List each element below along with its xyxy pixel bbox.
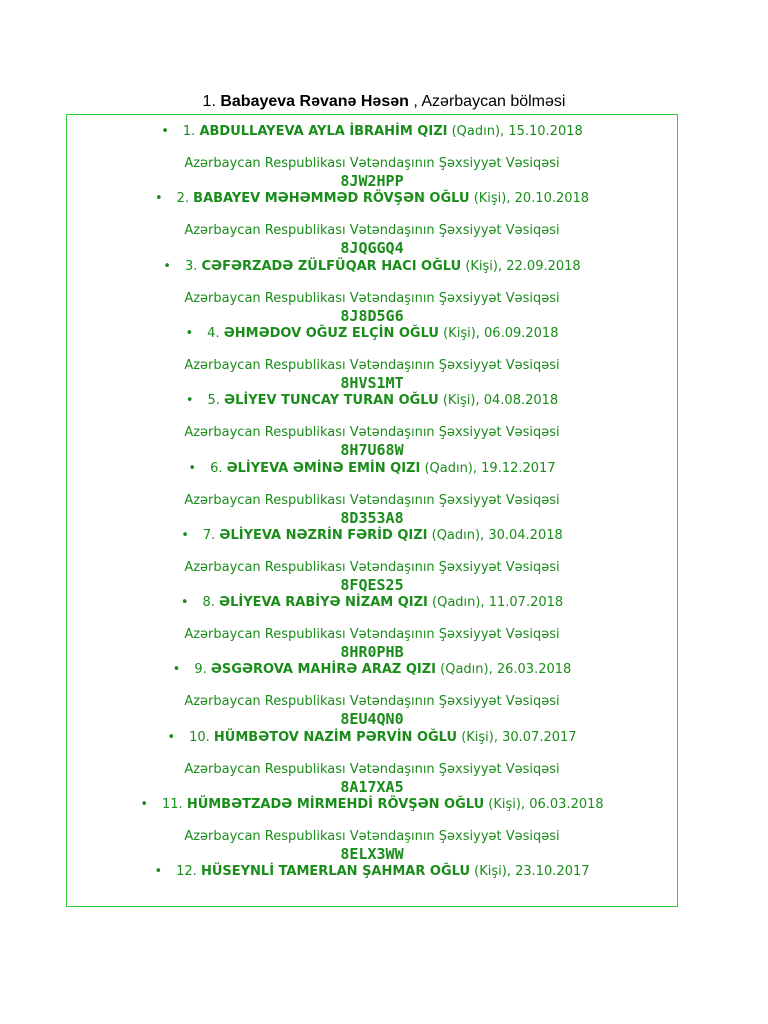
child-details: (Kişi), 04.08.2018 (442, 393, 559, 409)
child-details: (Qadın), 19.12.2017 (424, 460, 556, 476)
child-number: 1. (182, 124, 196, 139)
id-document-type: Azərbaycan Respublikası Vətəndaşının Şəxsiyyət Vəsiqəsi (184, 492, 560, 508)
child-details: (Qadın), 26.03.2018 (440, 662, 572, 678)
child-name: HÜSEYNLİ TAMERLAN ŞAHMAR OĞLU (200, 864, 471, 880)
child-person-line (67, 662, 677, 678)
parent-name: Babayeva Rəvanə Həsən (220, 93, 409, 110)
child-name: ƏHMƏDOV OĞUZ ELÇİN OĞLU (223, 325, 439, 341)
list-item (67, 191, 677, 257)
id-document-type: Azərbaycan Respublikası Vətəndaşının Şəxsiyyət Vəsiqəsi (184, 694, 560, 710)
id-document-type: Azərbaycan Respublikası Vətəndaşının Şəxsiyyət Vəsiqəsi (184, 829, 560, 844)
child-details: (Qadın), 15.10.2018 (451, 124, 583, 139)
child-name: CƏFƏRZADƏ ZÜLFÜQAR HACI OĞLU (201, 258, 462, 274)
child-name: ƏLİYEV TUNCAY TURAN OĞLU (224, 393, 439, 409)
child-person-line (67, 393, 677, 409)
list-item (67, 326, 677, 392)
child-name: HÜMBƏTZADƏ MİRMEHDİ RÖVŞƏN OĞLU (186, 797, 485, 812)
parent-number: 1. (202, 93, 216, 110)
bullet-icon: • (163, 258, 171, 274)
child-details: (Qadın), 11.07.2018 (432, 595, 564, 611)
bullet-icon: • (161, 124, 169, 139)
list-item (67, 797, 677, 863)
child-name: ƏLİYEVA RABİYƏ NİZAM QIZI (219, 595, 428, 611)
child-name: HÜMBƏTOV NAZİM PƏRVİN OĞLU (213, 729, 458, 745)
list-item (67, 124, 677, 190)
id-document-type: Azərbaycan Respublikası Vətəndaşının Şəxsiyyət Vəsiqəsi (184, 290, 560, 306)
child-person-line (67, 124, 677, 140)
id-document-number: 8FQES25 (340, 575, 404, 594)
id-document-number: 8HR0PHB (340, 643, 404, 662)
id-document-number: 8JW2HPP (340, 172, 404, 190)
id-document-number: 8EU4QN0 (340, 710, 404, 729)
list-item (67, 864, 677, 880)
id-document-number: 8JQGGQ4 (340, 239, 404, 258)
child-person-line (67, 191, 677, 207)
id-document-type: Azərbaycan Respublikası Vətəndaşının Şəxsiyyət Vəsiqəsi (184, 156, 560, 171)
child-number: 10. (189, 729, 210, 745)
id-document-type: Azərbaycan Respublikası Vətəndaşının Şəxsiyyət Vəsiqəsi (184, 357, 560, 373)
section-name: Azərbaycan bölməsi (421, 93, 566, 110)
child-number: 7. (202, 527, 216, 543)
id-document-number: 8J8D5G6 (340, 306, 404, 325)
id-document-number: 8D353A8 (340, 508, 404, 527)
id-document-type: Azərbaycan Respublikası Vətəndaşının Şəxsiyyət Vəsiqəsi (184, 559, 560, 575)
bullet-icon: • (154, 191, 163, 207)
child-person-line (67, 730, 677, 746)
child-name: ƏLİYEVA ƏMİNƏ EMİN QIZI (226, 460, 421, 476)
bullet-icon: • (185, 393, 194, 409)
bullet-icon: • (167, 729, 176, 745)
child-details: (Kişi), 20.10.2018 (473, 191, 590, 207)
child-person-line (67, 864, 677, 880)
children-box (66, 114, 678, 907)
child-details: (Kişi), 22.09.2018 (465, 258, 581, 274)
list-item (67, 662, 677, 728)
bullet-icon: • (172, 662, 181, 678)
child-number: 4. (207, 325, 220, 341)
list-item (67, 461, 677, 527)
child-number: 3. (184, 258, 198, 274)
child-number: 6. (210, 460, 223, 476)
bullet-icon: • (181, 527, 189, 543)
id-document-type: Azərbaycan Respublikası Vətəndaşının Şəxsiyyət Vəsiqəsi (184, 425, 560, 441)
parent-heading (0, 92, 768, 112)
child-number: 12. (176, 864, 197, 880)
child-number: 9. (194, 662, 207, 678)
child-details: (Qadın), 30.04.2018 (431, 527, 563, 543)
child-name: ABDULLAYEVA AYLA İBRAHİM QIZI (199, 124, 448, 139)
id-document-type: Azərbaycan Respublikası Vətəndaşının Şəxsiyyət Vəsiqəsi (184, 627, 560, 643)
child-person-line (67, 259, 677, 275)
child-number: 8. (202, 595, 215, 611)
child-person-line (67, 595, 677, 611)
child-details: (Kişi), 23.10.2017 (474, 864, 590, 880)
list-item (67, 595, 677, 661)
bullet-icon: • (185, 325, 194, 341)
child-name: BABAYEV MƏHƏMMƏD RÖVŞƏN OĞLU (193, 191, 470, 207)
list-item (67, 730, 677, 796)
child-number: 2. (176, 191, 190, 207)
id-document-type: Azərbaycan Respublikası Vətəndaşının Şəxsiyyət Vəsiqəsi (184, 761, 560, 777)
child-details: (Kişi), 06.03.2018 (488, 797, 604, 812)
id-document-number: 8HVS1MT (340, 373, 404, 392)
id-document-number: 8A17XA5 (340, 777, 404, 796)
bullet-icon: • (154, 864, 163, 880)
heading-separator: , (413, 93, 418, 110)
list-item (67, 528, 677, 594)
id-document-number: 8ELX3WW (340, 845, 404, 863)
child-person-line (67, 528, 677, 544)
id-document-number: 8H7U68W (340, 441, 404, 460)
child-name: ƏSGƏROVA MAHİRƏ ARAZ QIZI (210, 662, 437, 678)
list-item (67, 259, 677, 325)
child-name: ƏLİYEVA NƏZRİN FƏRİD QIZI (219, 527, 428, 543)
child-person-line (67, 797, 677, 813)
bullet-icon: • (180, 595, 189, 611)
child-details: (Kişi), 06.09.2018 (443, 325, 559, 341)
child-number: 5. (207, 393, 220, 409)
bullet-icon: • (140, 797, 148, 812)
id-document-type: Azərbaycan Respublikası Vətəndaşının Şəxsiyyət Vəsiqəsi (184, 223, 560, 239)
child-details: (Kişi), 30.07.2017 (461, 729, 577, 745)
list-item (67, 393, 677, 459)
child-person-line (67, 326, 677, 342)
bullet-icon: • (188, 460, 197, 476)
child-number: 11. (161, 797, 183, 812)
child-person-line (67, 461, 677, 477)
